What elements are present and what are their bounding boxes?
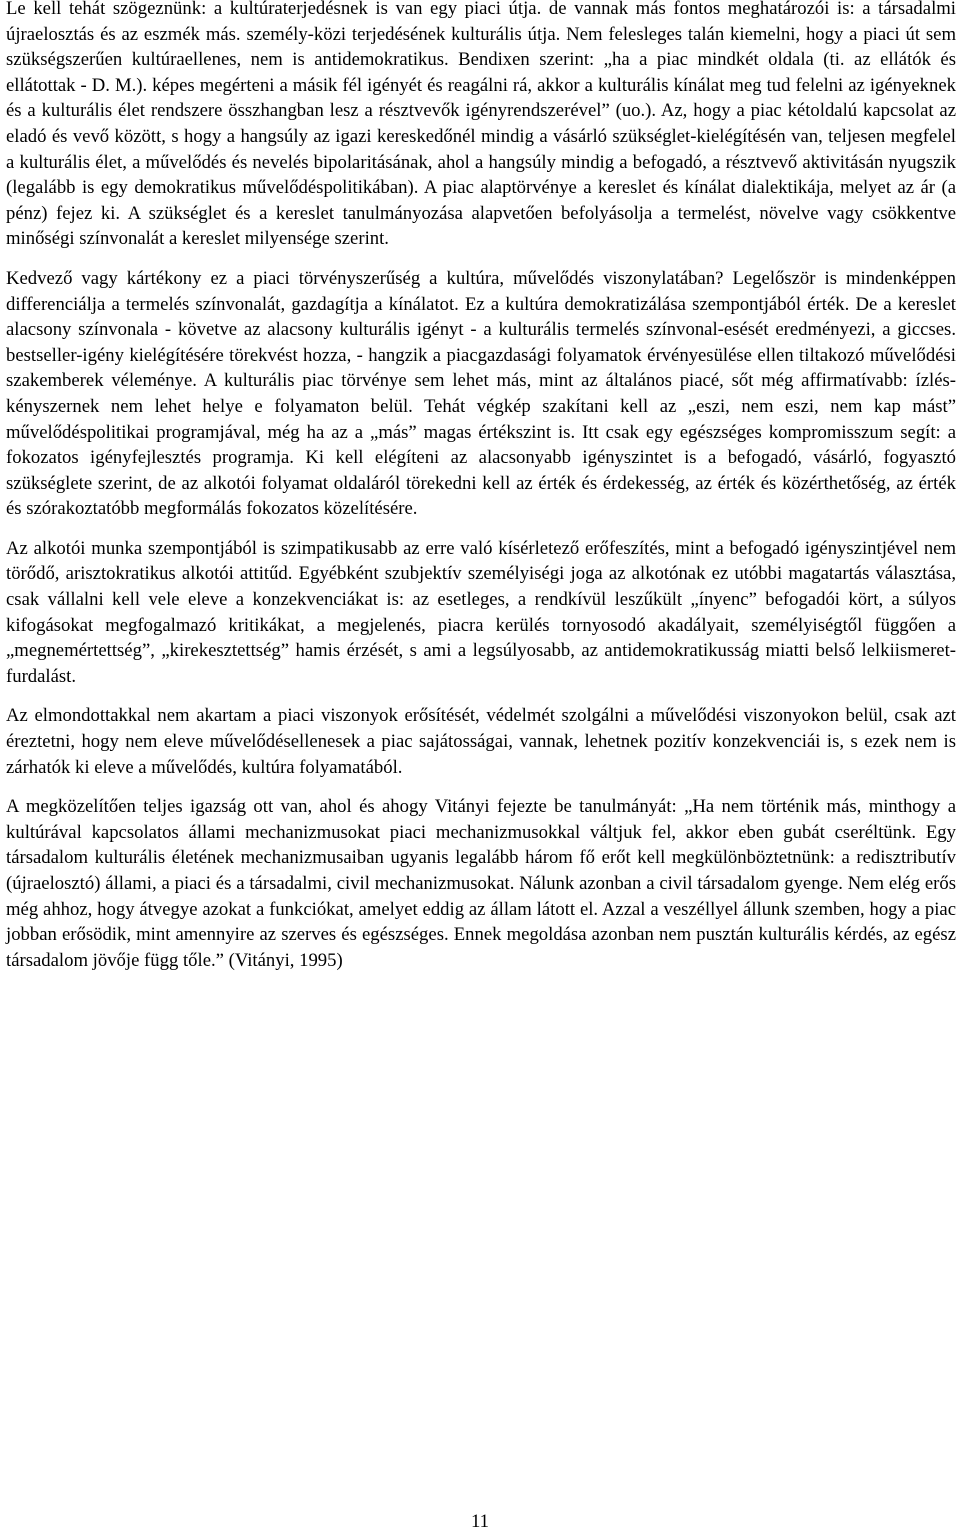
paragraph-market-and-culture: Le kell tehát szögeznünk: a kultúraterjedésnek is van egy piaci útja. de vannak más fontos meghatározói is: a társadalmi újraelosztás és az eszmék más. személy-közi terjedésének kulturális útja. Nem felesleges talán kiemelni, hogy a piaci út sem szükségszerűen kultúraellenes, nem is antidemokratikus. Bendixen szerint: „ha a piac mindkét oldala (ti. az ellátók és ellátottak - D. M.). képes megérteni a másik fél igényét és reagálni rá, akkor a kulturális kínálat meg tud felelni az igényeknek és a kulturális élet rendszere összhangban lesz a résztvevők igényrendszerével” (uo.). Az, hogy a piac kétoldalú kapcsolat az eladó és vevő között, s hogy a hangsúly az igazi kereskedőnél mindig a vásárló szükséglet-kielégítésén van, teljesen megfelel a kulturális élet, a művelődés és nevelés bipolaritásának, ahol a hangsúly mindig a befogadó, a résztvevő aktivitásán nyugszik (legalább is egy demokratikus művelődéspolitikában). A piac alaptörvénye a kereslet és kínálat dialektikája, melyet az ár (a pénz) fejez ki. A szükséglet és a kereslet tanulmányozása alapvetően befolyásolja a termelést, növelve vagy csökkentve minőségi színvonalát a kereslet milyensége szerint. <box>6 0 956 250</box>
paragraph-market-law-effects: Kedvező vagy kártékony ez a piaci törvényszerűség a kultúra, művelődés viszonylatában? Legelőször is mindenképpen differenciálja a termelés színvonalát, gazdagítja a kínálatot. Ez a kultúra demokratizálása szempontjából érték. De a kereslet alacsony színvonala - követve az alacsony kulturális igényt - a kulturális termelés színvonal-esését eredményezi, a giccses. bestseller-igény kielégítésére törekvést hozza, - hangzik a piacgazdasági folyamatok érvényesülése ellen tiltakozó művelődési szakemberek véleménye. A kulturális piac törvénye sem lehet más, mint az általános piacé, sőt még affirmatívabb: ízlés-kényszernek nem lehet helye e folyamaton belül. Tehát végkép szakítani kell az „eszi, nem eszi, nem kap mást” művelődéspolitikai programjával, még ha az a „más” magas értékszint is. Itt csak egy egészséges kompromisszum segít: a fokozatos igényfejlesztés programja. Ki kell elégíteni az alacsonyabb igényszintet is a befogadó, vásárló, fogyasztó szükséglete szerint, de az alkotói folyamat oldaláról törekedni kell az érték és érdekesség, az érték és közérthetőség, az érték és szórakoztatóbb megformálás fokozatos közelítésére. <box>6 267 956 520</box>
paragraph-author-intent: Az elmondottakkal nem akartam a piaci viszonyok erősítését, védelmét szolgálni a művelődési viszonyokon belül, csak azt éreztetni, hogy nem eleve művelődésellenesek a piac sajátosságai, vannak, lehetnek pozitív konzekvenciái is, s ezek nem is zárhatók ki eleve a művelődés, kultúra folyamatából. <box>6 705 956 778</box>
document-page <box>6 0 956 1533</box>
paragraph-vitanyi-quote: A megközelítően teljes igazság ott van, ahol és ahogy Vitányi fejezte be tanulmányát: „Ha nem történik más, minthogy a kultúrával kapcsolatos állami mechanizmusokat piaci mechanizmusokkal váltjuk fel, akkor eben gubát cseréltünk. Egy társadalom kulturális életének mechanizmusaiban ugyanis legalább három fő erőt kell megkülönböztetnünk: a redisztributív (újraelosztó) állami, a piaci és a társadalmi, civil mechanizmusokat. Nálunk azonban a civil társadalom gyenge. Nem elég erős még ahhoz, hogy átvegye azokat a funkciókat, amelyet eddig az állam látott el. Azzal a veszéllyel állunk szemben, hogy a piac jobban erősödik, mint amennyire az szerves és egészséges. Ennek megoldása azonban nem pusztán kulturális kérdés, az egész társadalom jövője függ tőle.” (Vitányi, 1995) <box>6 796 956 971</box>
paragraph-creator-perspective: Az alkotói munka szempontjából is szimpatikusabb az erre való kísérletező erőfeszítés, mint a befogadó igényszintjével nem törődő, arisztokratikus alkotói attitűd. Egyébként szubjektív személyiségi joga az alkotónak ez utóbbi magatartás választása, csak vállalni kell vele eleve a konzekvenciákat is: az esetleges, a rendkívül leszűkült „ínyenc” befogadói kört, a súlyos kifogásokat megfogalmazó kritikákat, a megjelenés, piacra kerülés tornyosodó akadályait, személyiségtől függően a „megnemértettség”, „kirekesztettség” hamis érzését, s ami a legsúlyosabb, az antidemokratikusság miatti belső lelkiismeret-furdalást. <box>6 537 956 687</box>
page-number: 11 <box>471 1511 489 1532</box>
